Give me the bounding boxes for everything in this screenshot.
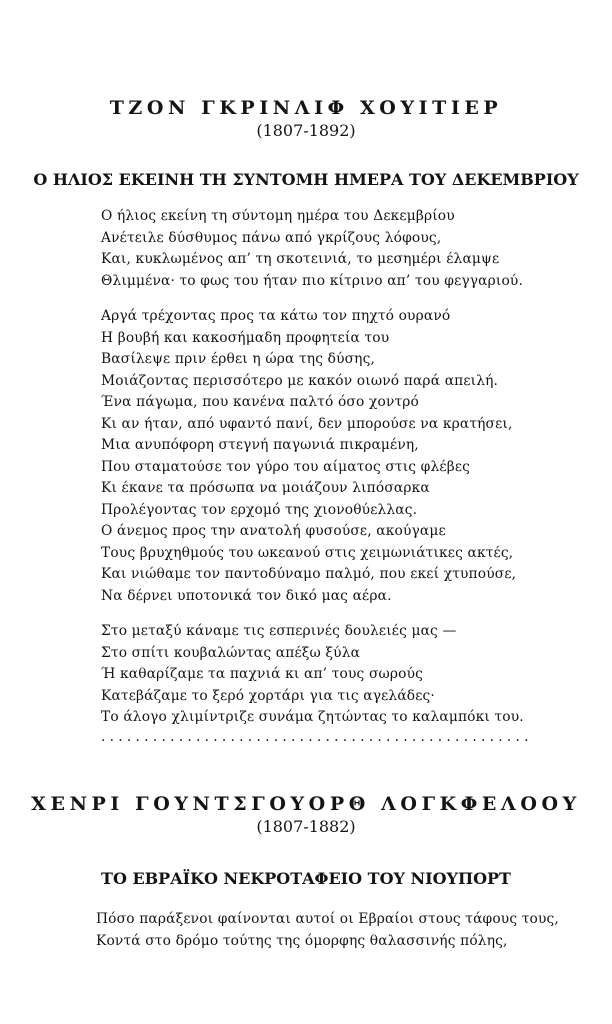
stanza-1 [101, 206, 612, 292]
poem-line: Στο σπίτι κουβαλώντας απέξω ξύλα [101, 644, 361, 661]
poem-line: Κοντά στο δρόμο τούτης της όμορφης θαλασσινής πόλης, [96, 932, 508, 949]
poem-line: Θλιμμένα· το φως του ήταν πιο κίτρινο απ’ του φεγγαριού. [101, 272, 523, 289]
author-name: ΧΕΝΡΙ ΓΟΥΝΤΣΓΟΥΟΡΘ ΛΟΓΚΦΕΛΟΟΥ [31, 793, 581, 815]
poem-line: Ανέτειλε δύσθυμος πάνω από γκρίζους λόφους, [101, 229, 442, 246]
stanza-3 [101, 621, 612, 729]
poem-section-whittier [0, 96, 612, 745]
poem-line: Ή καθαρίζαμε τα παχνιά κι απ’ τους σωρούς [101, 666, 424, 682]
poem-line: Κι αν ήταν, από υφαντό πανί, δεν μπορούσε να κρατήσει, [101, 415, 513, 432]
poem-title: ΤΟ ΕΒΡΑΪΚΟ ΝΕΚΡΟΤΑΦΕΙΟ ΤΟΥ ΝΙΟΥΠΟΡΤ [101, 869, 511, 888]
author-dates: (1807-1882) [256, 817, 356, 836]
poem-line: Μοιάζοντας περισσότερο με κακόν οιωνό παρά απειλή. [101, 372, 499, 389]
poem-line: Ο ήλιος εκείνη τη σύντομη ημέρα του Δεκεμβρίου [101, 208, 455, 224]
author-dates: (1807-1892) [256, 121, 356, 140]
poem-line: Ένα πάγωμα, που κανένα παλτό όσο χοντρό [101, 394, 419, 410]
poem-body [101, 206, 612, 745]
poem-line: Και, κυκλωμένος απ’ τη σκοτεινιά, το μεσημέρι έλαμψε [101, 251, 500, 267]
poem-line: Κατεβάζαμε το ξερό χορτάρι για τις αγελάδες· [101, 687, 435, 704]
poem-line: Κι έκανε τα πρόσωπα να μοιάζουν λιπόσαρκα [101, 480, 430, 496]
poem-line: Που σταματούσε τον γύρο του αίματος στις φλέβες [101, 458, 470, 475]
ellipsis-divider: .................................................. [101, 728, 533, 745]
poem-line: Πόσο παράξενοι φαίνονται αυτοί οι Εβραίοι στους τάφους τους, [96, 911, 559, 927]
poem-line: Να δέρνει υποτονικά τον δικό μας αέρα. [101, 587, 392, 604]
poem-line: Στο μεταξύ κάναμε τις εσπερινές δουλειές μας — [101, 623, 457, 639]
author-name: ΤΖΟΝ ΓΚΡΙΝΛΙΦ ΧΟΥΙΤΙΕΡ [109, 97, 503, 119]
poem-section-longfellow [0, 792, 612, 952]
poem-line: Τους βρυχηθμούς του ωκεανού στις χειμωνιάτικες ακτές, [101, 544, 514, 561]
poem-line: Ο άνεμος προς την ανατολή φυσούσε, ακούγαμε [101, 523, 446, 539]
poem-title: Ο ΗΛΙΟΣ ΕΚΕΙΝΗ ΤΗ ΣΥΝΤΟΜΗ ΗΜΕΡΑ ΤΟΥ ΔΕΚΕΜΒΡΙΟΥ [33, 170, 579, 189]
poem-body [96, 909, 612, 952]
poem-line: Αργά τρέχοντας προς τα κάτω τον πηχτό ουρανό [101, 308, 451, 324]
stanza-2 [101, 306, 612, 607]
poem-line: Μια ανυπόφορη στεγνή παγωνιά πικραμένη, [101, 437, 419, 453]
poem-line: Βασίλεψε πριν έρθει η ώρα της δύσης, [101, 351, 376, 367]
poem-line: Η βουβή και κακοσήμαδη προφητεία του [101, 329, 390, 346]
poem-line: Και νιώθαμε τον παντοδύναμο παλμό, που εκεί χτυπούσε, [101, 566, 517, 582]
poem-line: Προλέγοντας τον ερχομό της χιονοθύελλας. [101, 501, 418, 518]
poem-line: Το άλογο χλιμίντριζε συνάμα ζητώντας το καλαμπόκι του. [101, 709, 524, 725]
